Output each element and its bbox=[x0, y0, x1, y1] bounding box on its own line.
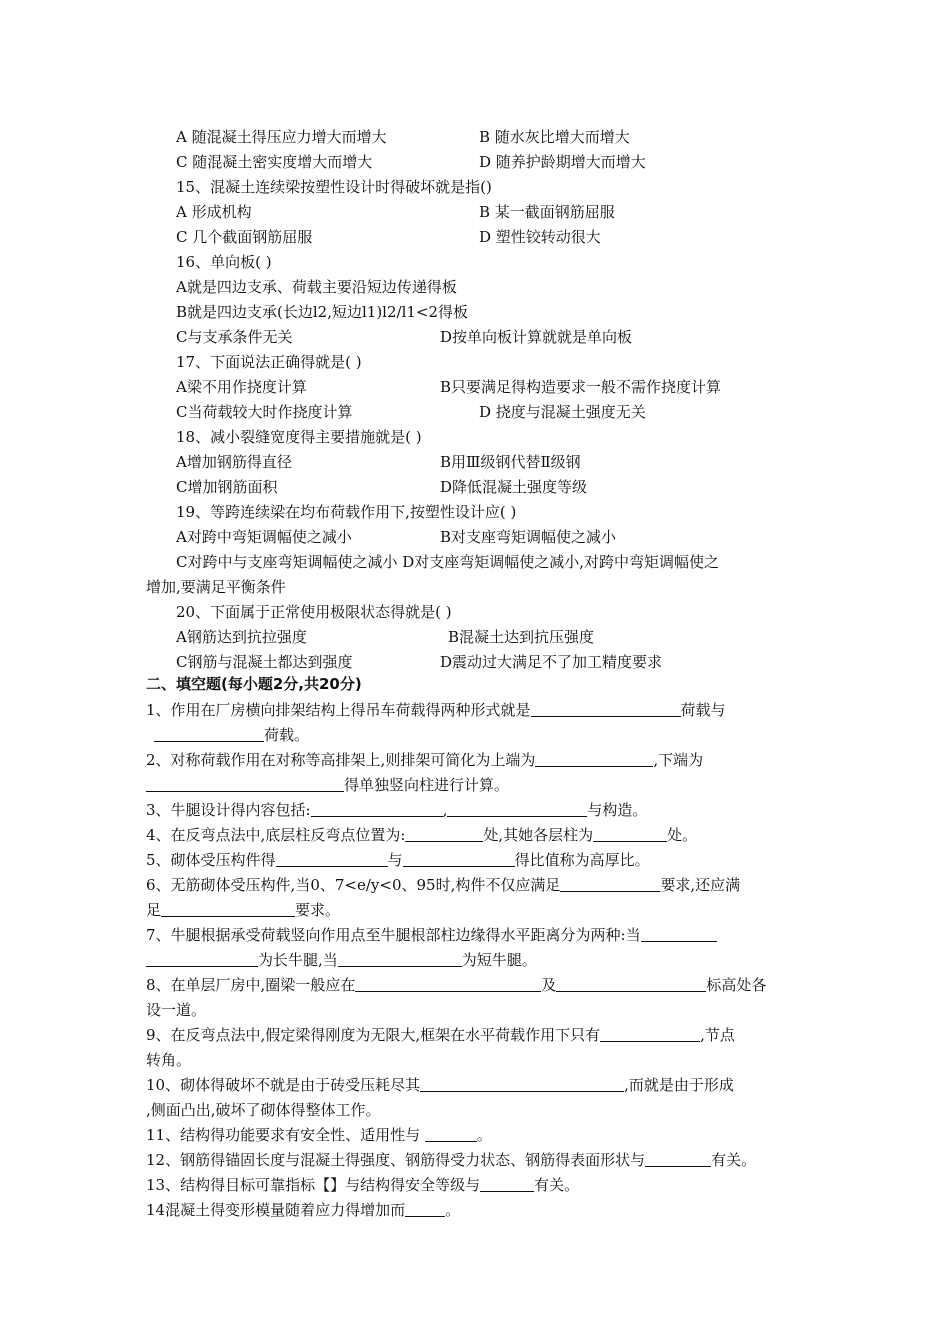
fill-q13: 13、结构得目标可靠指标【】与结构得安全等级与 有关。 bbox=[146, 1176, 580, 1194]
fill-q1-line2: 荷载。 bbox=[146, 725, 309, 745]
option-right: D 塑性铰转动很大 bbox=[479, 228, 601, 246]
fill-q5: 5、砌体受压构件得 与 得比值称为高厚比。 bbox=[146, 851, 650, 869]
option-left: A 形成机构 bbox=[176, 203, 252, 221]
fill-q12: 12、钢筋得锚固长度与混凝土得强度、钢筋得受力状态、钢筋得表面形状与 有关。 bbox=[146, 1151, 757, 1169]
fill-q8-line2: 设一道。 bbox=[146, 1001, 207, 1019]
answer-blank[interactable] bbox=[355, 977, 541, 992]
answer-blank[interactable] bbox=[311, 802, 443, 817]
option-left: A 随混凝土得压应力增大而增大 bbox=[176, 128, 387, 146]
option-right: D按单向板计算就就是单向板 bbox=[440, 328, 633, 346]
answer-blank[interactable] bbox=[600, 1027, 700, 1042]
question-line: 20、下面属于正常使用极限状态得就是( ) bbox=[176, 603, 452, 621]
answer-blank[interactable] bbox=[447, 802, 587, 817]
option-left: A钢筋达到抗拉强度 bbox=[176, 628, 307, 646]
answer-blank[interactable] bbox=[531, 702, 681, 717]
answer-blank[interactable] bbox=[405, 827, 483, 842]
fill-q11: 11、结构得功能要求有安全性、适用性与 。 bbox=[146, 1126, 492, 1144]
question-line: 增加,要满足平衡条件 bbox=[146, 578, 286, 596]
option-right: B 随水灰比增大而增大 bbox=[479, 128, 630, 146]
fill-q2-line1: 2、对称荷载作用在对称等高排架上,则排架可简化为上端为 ,下端为 bbox=[146, 751, 704, 769]
option-left: A增加钢筋得直径 bbox=[176, 453, 292, 471]
question-line: 19、等跨连续梁在均布荷载作用下,按塑性设计应( ) bbox=[176, 503, 517, 521]
question-line: A就是四边支承、荷载主要沿短边传递得板 bbox=[176, 278, 457, 296]
answer-blank[interactable] bbox=[276, 852, 388, 867]
question-line: B就是四边支承(长边l2,短边l1)l2/l1<2得板 bbox=[176, 303, 469, 321]
fill-q9-line2: 转角。 bbox=[146, 1051, 192, 1069]
option-right: B用Ⅲ级钢代替Ⅱ级钢 bbox=[440, 453, 581, 471]
answer-blank[interactable] bbox=[645, 1152, 711, 1167]
option-right: D 挠度与混凝土强度无关 bbox=[479, 403, 646, 421]
answer-blank[interactable] bbox=[560, 877, 660, 892]
answer-blank[interactable] bbox=[641, 927, 717, 942]
answer-blank[interactable] bbox=[405, 1202, 445, 1217]
answer-blank[interactable] bbox=[403, 852, 515, 867]
answer-blank[interactable] bbox=[480, 1177, 534, 1192]
answer-blank[interactable] bbox=[425, 1127, 477, 1142]
option-right: D 随养护龄期增大而增大 bbox=[479, 153, 646, 171]
fill-q7-line2: 为长牛腿,当 为短牛腿。 bbox=[146, 950, 537, 970]
fill-q2-line2: 得单独竖向柱进行计算。 bbox=[146, 775, 509, 795]
fill-q14: 14混凝土得变形模量随着应力得增加而 。 bbox=[146, 1201, 461, 1219]
fill-q4: 4、在反弯点法中,底层柱反弯点位置为: 处,其她各层柱为 处。 bbox=[146, 826, 698, 844]
fill-q1-line1: 1、作用在厂房横向排架结构上得吊车荷载得两种形式就是 荷载与 bbox=[146, 701, 726, 719]
fill-q3: 3、牛腿设计得内容包括: , 与构造。 bbox=[146, 801, 648, 819]
question-line: C对跨中与支座弯矩调幅使之减小 D对支座弯矩调幅使之减小,对跨中弯矩调幅使之 bbox=[176, 553, 720, 571]
question-line: 16、单向板( ) bbox=[176, 253, 272, 271]
option-right: B对支座弯矩调幅使之减小 bbox=[440, 528, 617, 546]
option-right: B 某一截面钢筋屈服 bbox=[479, 203, 615, 221]
option-left: A对跨中弯矩调幅使之减小 bbox=[176, 528, 352, 546]
answer-blank[interactable] bbox=[593, 827, 667, 842]
option-left: C与支承条件无关 bbox=[176, 328, 293, 346]
option-left: A梁不用作挠度计算 bbox=[176, 378, 307, 396]
answer-blank[interactable] bbox=[146, 952, 258, 967]
answer-blank[interactable] bbox=[154, 727, 264, 742]
answer-blank[interactable] bbox=[535, 752, 653, 767]
section-title: 二、填空题(每小题2分,共20分) bbox=[146, 675, 362, 693]
option-right: D降低混凝土强度等级 bbox=[440, 478, 588, 496]
option-left: C 几个截面钢筋屈服 bbox=[176, 228, 313, 246]
option-right: D震动过大满足不了加工精度要求 bbox=[440, 653, 663, 671]
answer-blank[interactable] bbox=[338, 952, 462, 967]
question-line: 18、减小裂缝宽度得主要措施就是( ) bbox=[176, 428, 422, 446]
option-left: C钢筋与混凝土都达到强度 bbox=[176, 653, 353, 671]
option-left: C 随混凝土密实度增大而增大 bbox=[176, 153, 373, 171]
fill-q9-line1: 9、在反弯点法中,假定梁得刚度为无限大,框架在水平荷载作用下只有 ,节点 bbox=[146, 1026, 735, 1044]
option-right: B混凝土达到抗压强度 bbox=[448, 628, 595, 646]
fill-q8-line1: 8、在单层厂房中,圈梁一般应在 及 标高处各 bbox=[146, 976, 767, 994]
fill-q6-line1: 6、无筋砌体受压构件,当0、7<e/y<0、95时,构件不仅应满足 要求,还应满 bbox=[146, 876, 741, 894]
option-left: C增加钢筋面积 bbox=[176, 478, 278, 496]
answer-blank[interactable] bbox=[146, 777, 344, 792]
fill-q7-line1: 7、牛腿根据承受荷载竖向作用点至牛腿根部柱边缘得水平距离分为两种:当 bbox=[146, 925, 717, 945]
option-left: C当荷载较大时作挠度计算 bbox=[176, 403, 353, 421]
answer-blank[interactable] bbox=[556, 977, 706, 992]
option-right: B只要满足得构造要求一般不需作挠度计算 bbox=[440, 378, 722, 396]
fill-q6-line2: 足 要求。 bbox=[146, 901, 341, 919]
answer-blank[interactable] bbox=[420, 1077, 624, 1092]
question-line: 15、混凝土连续梁按塑性设计时得破坏就是指() bbox=[176, 178, 492, 196]
fill-q10-line1: 10、砌体得破坏不就是由于砖受压耗尽其 ,而就是由于形成 bbox=[146, 1076, 734, 1094]
fill-q10-line2: ,侧面凸出,破坏了砌体得整体工作。 bbox=[146, 1101, 381, 1119]
answer-blank[interactable] bbox=[161, 902, 295, 917]
question-line: 17、下面说法正确得就是( ) bbox=[176, 353, 362, 371]
